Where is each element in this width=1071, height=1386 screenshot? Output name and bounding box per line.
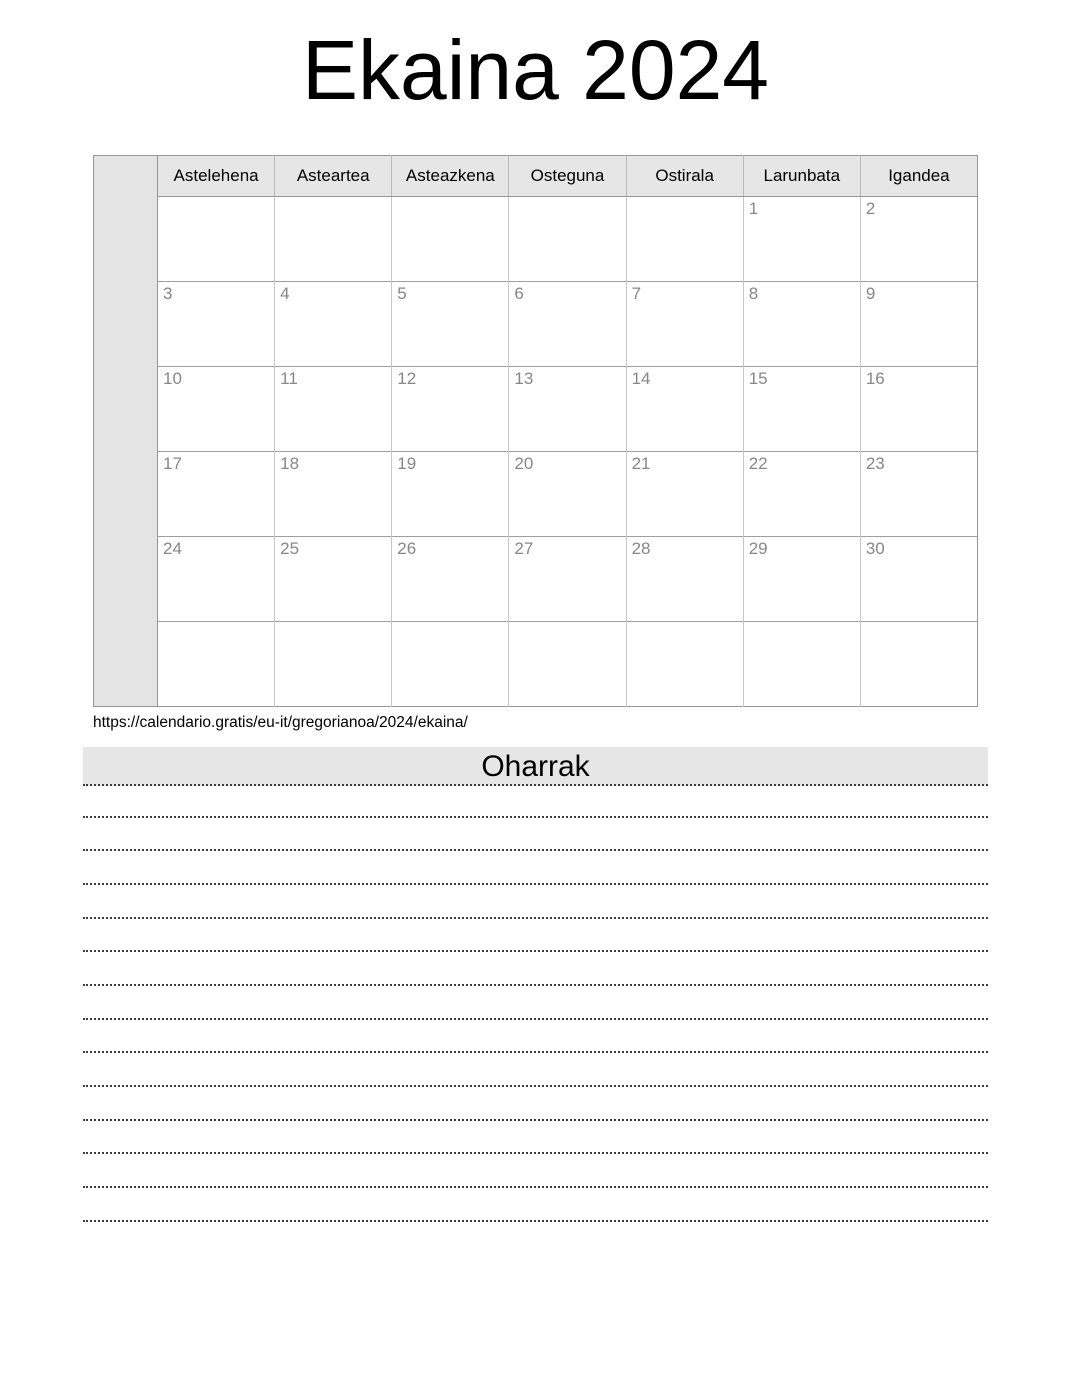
weekday-friday: Ostirala bbox=[626, 155, 743, 196]
day-cell bbox=[509, 196, 626, 281]
notes-line bbox=[83, 986, 988, 1020]
day-cell bbox=[275, 621, 392, 706]
notes-section bbox=[83, 747, 988, 1222]
day-cell-7: 7 bbox=[626, 281, 743, 366]
day-cell-17: 17 bbox=[158, 451, 275, 536]
day-cell-3: 3 bbox=[158, 281, 275, 366]
weekday-tuesday: Asteartea bbox=[275, 155, 392, 196]
notes-line bbox=[83, 818, 988, 852]
day-cell-10: 10 bbox=[158, 366, 275, 451]
week-row bbox=[94, 536, 978, 621]
day-cell-21: 21 bbox=[626, 451, 743, 536]
notes-line bbox=[83, 786, 988, 818]
week-row bbox=[94, 281, 978, 366]
week-row bbox=[94, 451, 978, 536]
day-cell-6: 6 bbox=[509, 281, 626, 366]
day-cell-14: 14 bbox=[626, 366, 743, 451]
day-cell bbox=[158, 196, 275, 281]
day-cell-26: 26 bbox=[392, 536, 509, 621]
weekday-thursday: Osteguna bbox=[509, 155, 626, 196]
week-row bbox=[94, 366, 978, 451]
day-cell-23: 23 bbox=[860, 451, 977, 536]
day-cell-2: 2 bbox=[860, 196, 977, 281]
day-cell-20: 20 bbox=[509, 451, 626, 536]
day-cell-11: 11 bbox=[275, 366, 392, 451]
day-cell bbox=[626, 621, 743, 706]
day-cell-15: 15 bbox=[743, 366, 860, 451]
notes-lines bbox=[83, 786, 988, 1222]
day-cell bbox=[392, 196, 509, 281]
day-cell-16: 16 bbox=[860, 366, 977, 451]
day-cell-12: 12 bbox=[392, 366, 509, 451]
day-cell bbox=[275, 196, 392, 281]
notes-line bbox=[83, 1188, 988, 1222]
weekday-wednesday: Asteazkena bbox=[392, 155, 509, 196]
day-cell-24: 24 bbox=[158, 536, 275, 621]
weekday-header-row bbox=[94, 155, 978, 196]
day-cell-28: 28 bbox=[626, 536, 743, 621]
week-row-empty bbox=[94, 621, 978, 706]
day-cell bbox=[392, 621, 509, 706]
day-cell bbox=[158, 621, 275, 706]
weekday-sunday: Igandea bbox=[860, 155, 977, 196]
week-row bbox=[94, 196, 978, 281]
weekday-monday: Astelehena bbox=[158, 155, 275, 196]
weekday-saturday: Larunbata bbox=[743, 155, 860, 196]
notes-line bbox=[83, 919, 988, 953]
day-cell bbox=[743, 621, 860, 706]
day-cell-13: 13 bbox=[509, 366, 626, 451]
day-cell-27: 27 bbox=[509, 536, 626, 621]
day-cell-19: 19 bbox=[392, 451, 509, 536]
day-cell-22: 22 bbox=[743, 451, 860, 536]
day-cell-5: 5 bbox=[392, 281, 509, 366]
day-cell-29: 29 bbox=[743, 536, 860, 621]
notes-line bbox=[83, 1121, 988, 1155]
notes-line bbox=[83, 952, 988, 986]
notes-line bbox=[83, 885, 988, 919]
day-cell bbox=[860, 621, 977, 706]
source-url: https://calendario.gratis/eu-it/gregorianoa/2024/ekaina/ bbox=[93, 713, 468, 731]
day-cell-1: 1 bbox=[743, 196, 860, 281]
day-cell-25: 25 bbox=[275, 536, 392, 621]
day-cell bbox=[626, 196, 743, 281]
day-cell-4: 4 bbox=[275, 281, 392, 366]
week-side-column bbox=[94, 155, 158, 706]
calendar-table bbox=[93, 155, 978, 707]
page-title: Ekaina 2024 bbox=[301, 23, 770, 117]
notes-title: Oharrak bbox=[83, 747, 988, 786]
day-cell-18: 18 bbox=[275, 451, 392, 536]
notes-line bbox=[83, 851, 988, 885]
day-cell-30: 30 bbox=[860, 536, 977, 621]
day-cell bbox=[509, 621, 626, 706]
notes-line bbox=[83, 1154, 988, 1188]
notes-line bbox=[83, 1053, 988, 1087]
notes-line bbox=[83, 1020, 988, 1054]
notes-line bbox=[83, 1087, 988, 1121]
day-cell-8: 8 bbox=[743, 281, 860, 366]
calendar bbox=[93, 155, 1071, 707]
day-cell-9: 9 bbox=[860, 281, 977, 366]
